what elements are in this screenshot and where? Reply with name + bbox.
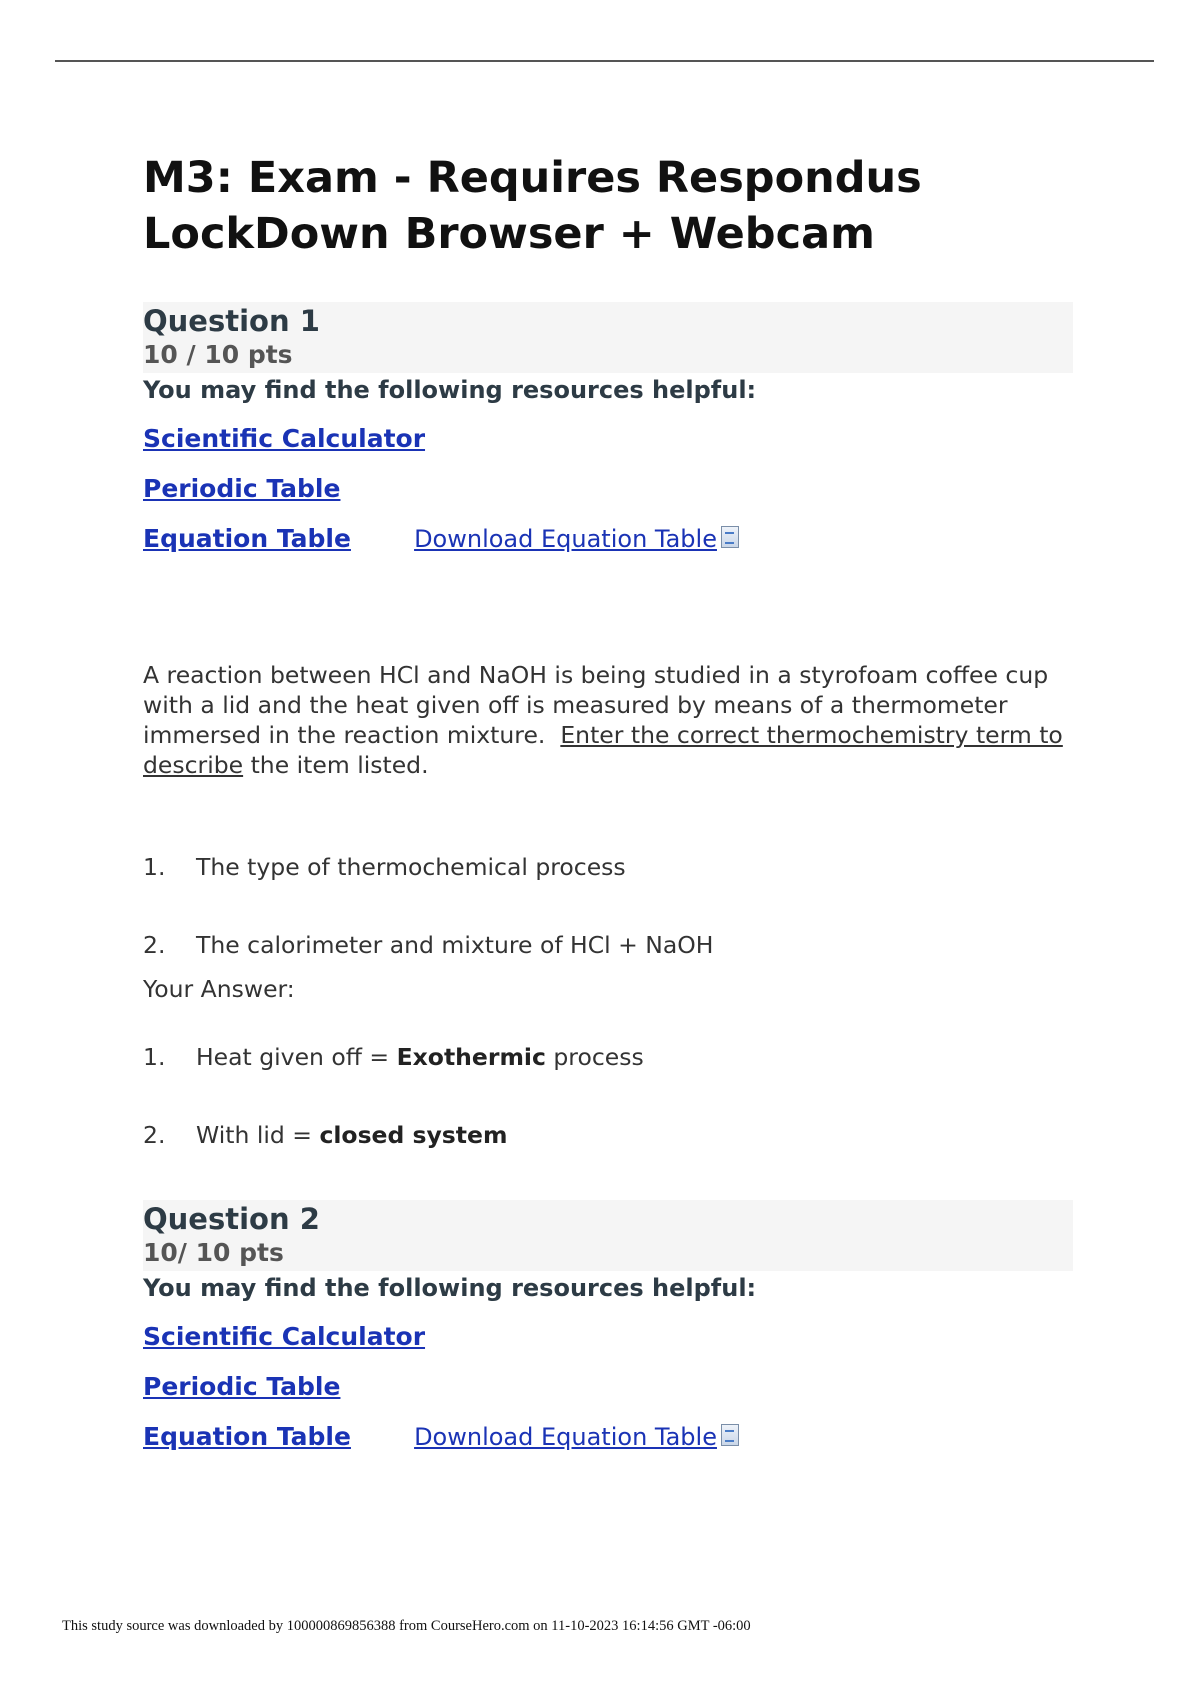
answer-item xyxy=(143,1042,1073,1072)
download-equation-table-link[interactable] xyxy=(414,521,717,557)
equation-table-link[interactable]: Equation Table xyxy=(143,524,351,553)
question-2-title: Question 2 xyxy=(143,1202,320,1236)
answer-bold: Exothermic xyxy=(396,1043,546,1071)
answer-post: process xyxy=(545,1043,644,1071)
list-item xyxy=(143,852,1073,882)
download-equation-table-label: Download Equation Table xyxy=(414,1423,717,1451)
equation-table-row xyxy=(143,1419,1073,1458)
question-2 xyxy=(143,1200,1073,1458)
exam-content xyxy=(143,150,1073,1458)
scientific-calculator-link[interactable]: Scientific Calculator xyxy=(143,1322,426,1351)
periodic-table-link[interactable]: Periodic Table xyxy=(143,474,341,503)
equation-table-row xyxy=(143,521,1073,560)
question-1-prompt xyxy=(143,660,1073,780)
resources-intro: You may find the following resources helpful: xyxy=(143,1274,757,1302)
question-2-points: 10/ 10 pts xyxy=(143,1238,284,1267)
prompt-underlined: Enter the correct thermochemistry term to describe xyxy=(143,721,1063,779)
answer-item xyxy=(143,1120,1073,1150)
top-divider xyxy=(55,60,1154,62)
scientific-calculator-link[interactable]: Scientific Calculator xyxy=(143,424,426,453)
answer-number: 1. xyxy=(143,1043,166,1071)
question-1-points: 10 / 10 pts xyxy=(143,340,293,369)
document-icon[interactable] xyxy=(721,1424,739,1446)
download-footer: This study source was downloaded by 100000869856388 from CourseHero.com on 11-10-2023 16:14:56 GMT -06:00 xyxy=(62,1618,751,1634)
answer-number: 2. xyxy=(143,1121,166,1149)
prompt-end: the item listed. xyxy=(250,751,429,779)
document-icon[interactable] xyxy=(721,526,739,548)
periodic-table-link[interactable]: Periodic Table xyxy=(143,1372,341,1401)
your-answer-label: Your Answer: xyxy=(143,975,295,1003)
download-equation-table-link[interactable] xyxy=(414,1419,717,1455)
question-1 xyxy=(143,302,1073,1150)
list-text: The type of thermochemical process xyxy=(196,853,626,881)
resources-intro: You may find the following resources helpful: xyxy=(143,376,757,404)
question-1-title: Question 1 xyxy=(143,304,320,338)
answer-pre: With lid = xyxy=(196,1121,320,1149)
list-number: 2. xyxy=(143,931,166,959)
question-1-header xyxy=(143,302,1073,373)
page-title: M3: Exam - Requires Respondus LockDown Browser + Webcam xyxy=(143,153,922,259)
list-text: The calorimeter and mixture of HCl + NaOH xyxy=(196,931,714,959)
list-number: 1. xyxy=(143,853,166,881)
prompt-text: A reaction between HCl and NaOH is being studied in a styrofoam coffee cup with a lid and the heat given off is measured by means of a thermometer immersed in the reaction mixture. xyxy=(143,661,1049,749)
list-item xyxy=(143,930,1073,960)
equation-table-link[interactable]: Equation Table xyxy=(143,1422,351,1451)
answer-pre: Heat given off = xyxy=(196,1043,397,1071)
download-equation-table-label: Download Equation Table xyxy=(414,525,717,553)
question-2-header xyxy=(143,1200,1073,1271)
answer-bold: closed system xyxy=(319,1121,508,1149)
